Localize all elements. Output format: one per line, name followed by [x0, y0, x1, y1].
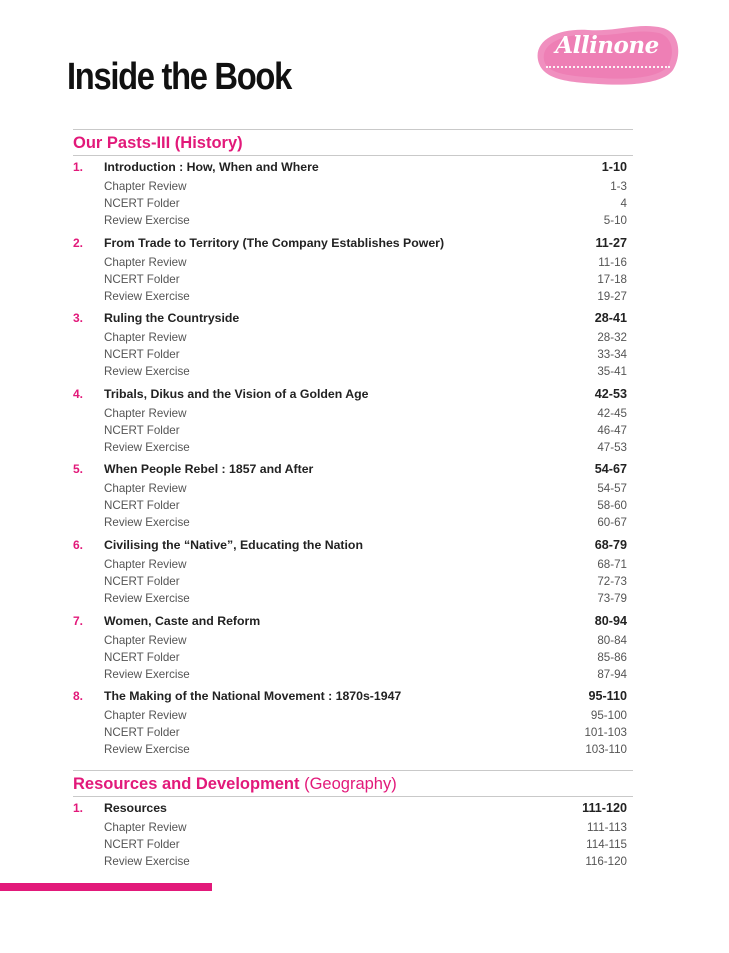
subitem-page-range: 60-67: [597, 516, 627, 530]
subitem-page-range: 54-57: [597, 482, 627, 496]
chapter-number: 2.: [73, 235, 84, 250]
subitem-page-range: 46-47: [597, 423, 627, 437]
subitem-label: NCERT Folder: [104, 574, 180, 588]
chapter-number: 4.: [73, 386, 84, 401]
chapter-page-range: 95-110: [588, 689, 627, 704]
subitem-label: NCERT Folder: [104, 726, 180, 740]
page-title: Inside the Book: [67, 56, 291, 98]
chapter-page-range: 111-120: [582, 801, 627, 815]
subitem-label: Review Exercise: [104, 667, 190, 681]
chapter-title: Resources: [104, 801, 167, 815]
section-heading-geography: [73, 770, 633, 797]
toc-subitem: [73, 666, 633, 683]
subitem-label: Review Exercise: [104, 214, 190, 227]
subitem-page-range: 116-120: [585, 855, 627, 868]
toc-subitem: [73, 707, 633, 724]
toc-list-geography: [73, 798, 633, 874]
chapter-title: Women, Caste and Reform: [104, 613, 261, 628]
chapter-heading-row: [73, 686, 633, 707]
subitem-label: Review Exercise: [104, 289, 190, 303]
subitem-page-range: 68-71: [597, 557, 627, 571]
subitem-page-range: 101-103: [584, 726, 627, 740]
chapter-number: 3.: [73, 311, 84, 326]
subitem-label: Chapter Review: [104, 557, 187, 571]
subitem-label: NCERT Folder: [104, 499, 180, 513]
subitem-label: Review Exercise: [104, 855, 190, 868]
section-heading-history: [73, 129, 633, 156]
subitem-page-range: 28-32: [597, 331, 627, 345]
brand-logo: [528, 20, 682, 88]
chapter-number: 1.: [73, 801, 84, 815]
toc-subitem: [73, 329, 633, 346]
subitem-page-range: 58-60: [597, 499, 627, 513]
subitem-label: Chapter Review: [104, 709, 187, 723]
toc-subitem: [73, 497, 633, 514]
subitem-page-range: 17-18: [597, 272, 627, 286]
toc-subitem: [73, 741, 633, 758]
toc-subitem: [73, 514, 633, 531]
section-heading-title: Our Pasts-III (History): [73, 134, 243, 152]
subitem-label: NCERT Folder: [104, 348, 180, 362]
toc-subitem: [73, 212, 633, 229]
subitem-page-range: 19-27: [597, 289, 627, 303]
chapter-number: 6.: [73, 537, 84, 552]
toc-chapter: [73, 535, 633, 611]
chapter-title: When People Rebel : 1857 and After: [104, 462, 314, 477]
toc-subitem: [73, 195, 633, 212]
chapter-heading-row: [73, 798, 633, 819]
chapter-page-range: 54-67: [594, 462, 627, 477]
chapter-title: Civilising the “Native”, Educating the Nation: [104, 537, 363, 552]
chapter-number: 8.: [73, 689, 84, 704]
toc-subitem: [73, 405, 633, 422]
chapter-heading-row: [73, 611, 633, 632]
toc-subitem: [73, 178, 633, 195]
chapter-heading-row: [73, 308, 633, 329]
toc-list-history: [73, 157, 633, 762]
subitem-label: Chapter Review: [104, 406, 187, 420]
toc-subitem: [73, 819, 633, 836]
subitem-label: Chapter Review: [104, 331, 187, 345]
toc-chapter: [73, 384, 633, 460]
toc-chapter: [73, 157, 633, 233]
decorative-bar: [0, 883, 212, 891]
chapter-number: 1.: [73, 160, 84, 174]
subitem-label: Chapter Review: [104, 633, 187, 647]
toc-chapter: [73, 308, 633, 384]
toc-subitem: [73, 724, 633, 741]
subitem-label: NCERT Folder: [104, 838, 180, 851]
chapter-page-range: 80-94: [594, 613, 627, 628]
subitem-page-range: 1-3: [610, 180, 627, 193]
chapter-page-range: 68-79: [594, 537, 627, 552]
toc-chapter: [73, 686, 633, 762]
toc-subitem: [73, 422, 633, 439]
toc-chapter: [73, 611, 633, 687]
chapter-page-range: 11-27: [595, 235, 627, 250]
subitem-page-range: 87-94: [597, 667, 627, 681]
subitem-label: Chapter Review: [104, 821, 187, 834]
chapter-title: Ruling the Countryside: [104, 311, 240, 326]
logo-text: Allinone: [555, 32, 659, 59]
toc-subitem: [73, 288, 633, 305]
toc-subitem: [73, 271, 633, 288]
subitem-label: Chapter Review: [104, 180, 187, 193]
chapter-page-range: 28-41: [594, 311, 627, 326]
chapter-heading-row: [73, 157, 633, 178]
chapter-heading-row: [73, 535, 633, 556]
toc-subitem: [73, 649, 633, 666]
subitem-page-range: 80-84: [597, 633, 627, 647]
subitem-page-range: 4: [620, 197, 627, 210]
subitem-page-range: 114-115: [586, 838, 627, 851]
subitem-page-range: 42-45: [597, 406, 627, 420]
subitem-page-range: 33-34: [597, 348, 627, 362]
logo-tagline: [546, 66, 670, 70]
subitem-page-range: 11-16: [598, 255, 627, 269]
subitem-label: NCERT Folder: [104, 197, 180, 210]
chapter-title: From Trade to Territory (The Company Establishes Power): [104, 235, 445, 250]
chapter-number: 5.: [73, 462, 84, 477]
subitem-page-range: 72-73: [597, 574, 627, 588]
toc-subitem: [73, 853, 633, 870]
subitem-page-range: 103-110: [585, 743, 627, 757]
toc-subitem: [73, 573, 633, 590]
chapter-heading-row: [73, 459, 633, 480]
chapter-heading-row: [73, 384, 633, 405]
subitem-label: Review Exercise: [104, 365, 190, 379]
chapter-heading-row: [73, 233, 633, 254]
chapter-number: 7.: [73, 613, 84, 628]
subitem-page-range: 95-100: [590, 709, 627, 723]
subitem-label: Chapter Review: [104, 482, 187, 496]
chapter-page-range: 42-53: [594, 386, 627, 401]
subitem-label: Chapter Review: [104, 255, 187, 269]
subitem-label: NCERT Folder: [104, 423, 180, 437]
subitem-label: Review Exercise: [104, 743, 190, 757]
chapter-title: The Making of the National Movement : 1870s-1947: [104, 689, 402, 704]
chapter-title: Introduction : How, When and Where: [104, 160, 319, 174]
subitem-page-range: 111-113: [587, 821, 627, 834]
subitem-label: Review Exercise: [104, 591, 190, 605]
subitem-page-range: 47-53: [597, 440, 627, 454]
toc-subitem: [73, 836, 633, 853]
subitem-label: Review Exercise: [104, 440, 190, 454]
toc-subitem: [73, 632, 633, 649]
toc-subitem: [73, 346, 633, 363]
toc-chapter: [73, 798, 633, 874]
subitem-page-range: 5-10: [603, 214, 627, 227]
section-heading-title: Resources and Development: [73, 775, 300, 793]
toc-subitem: [73, 254, 633, 271]
toc-subitem: [73, 439, 633, 456]
chapter-title: Tribals, Dikus and the Vision of a Golden Age: [104, 386, 369, 401]
section-heading-subtitle: (Geography): [304, 775, 397, 793]
subitem-page-range: 85-86: [597, 650, 627, 664]
subitem-label: NCERT Folder: [104, 272, 180, 286]
subitem-page-range: 73-79: [597, 591, 627, 605]
chapter-page-range: 1-10: [601, 160, 627, 174]
subitem-page-range: 35-41: [597, 365, 627, 379]
toc-chapter: [73, 233, 633, 309]
toc-subitem: [73, 556, 633, 573]
toc-subitem: [73, 480, 633, 497]
toc-chapter: [73, 459, 633, 535]
toc-subitem: [73, 363, 633, 380]
toc-subitem: [73, 590, 633, 607]
subitem-label: Review Exercise: [104, 516, 190, 530]
subitem-label: NCERT Folder: [104, 650, 180, 664]
